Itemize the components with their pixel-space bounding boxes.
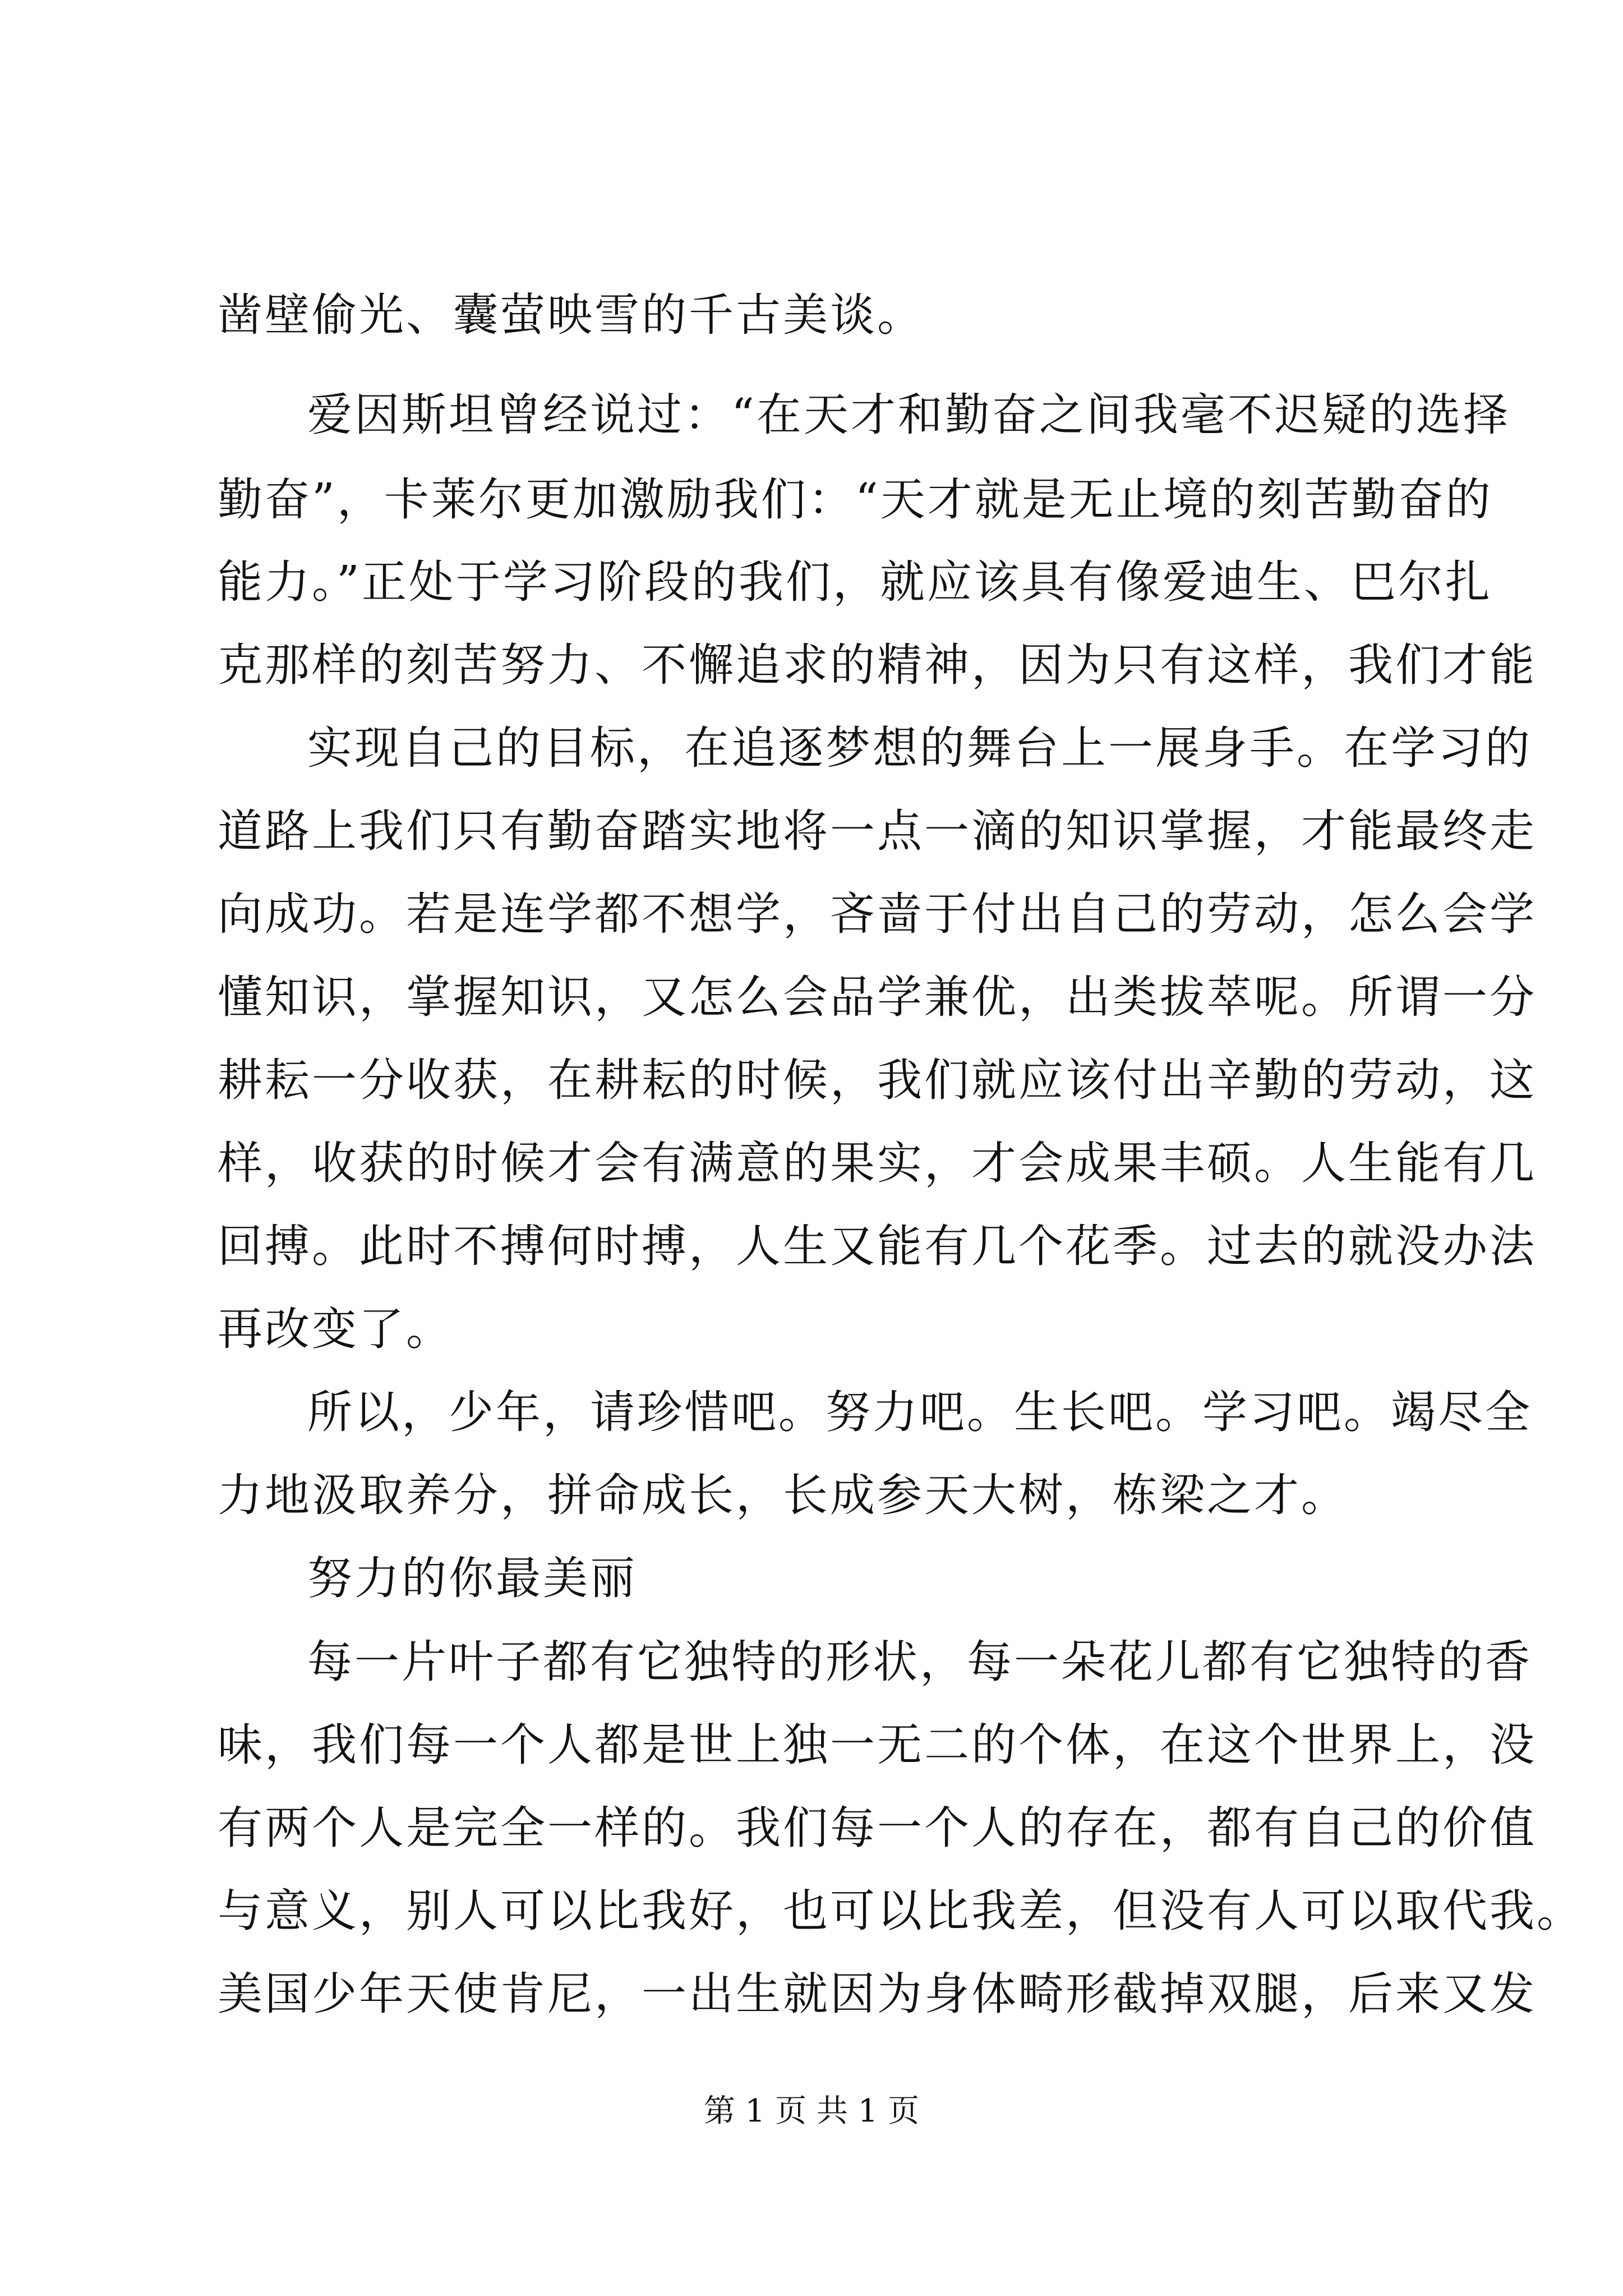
text-line-10: 耕耘一分收获，在耕耘的时候，我们就应该付出辛勤的劳动，这: [218, 1054, 1537, 1106]
text-line-14: 所以，少年，请珍惜吧。努力吧。生长吧。学习吧。竭尽全: [307, 1386, 1532, 1438]
text-line-18: 味，我们每一个人都是世上独一无二的个体，在这个世界上，没: [218, 1719, 1537, 1771]
text-line-1: 凿壁偷光、囊萤映雪的千古美谈。: [218, 289, 924, 341]
section-heading: 努力的你最美丽: [307, 1552, 637, 1604]
text-line-3: 勤奋”，卡莱尔更加激励我们：“天才就是无止境的刻苦勤奋的: [218, 473, 1493, 526]
text-line-13: 再改变了。: [218, 1303, 453, 1355]
text-line-11: 样，收获的时候才会有满意的果实，才会成果丰硕。人生能有几: [218, 1137, 1537, 1189]
text-line-7: 道路上我们只有勤奋踏实地将一点一滴的知识掌握，才能最终走: [218, 805, 1537, 857]
text-line-17: 每一片叶子都有它独特的形状，每一朵花儿都有它独特的香: [307, 1636, 1532, 1688]
text-line-9: 懂知识，掌握知识，又怎么会品学兼优，出类拔萃呢。所谓一分: [218, 971, 1537, 1023]
text-line-15: 力地汲取养分，拼命成长，长成参天大树，栋梁之才。: [218, 1469, 1348, 1521]
text-line-8: 向成功。若是连学都不想学，吝啬于付出自己的劳动，怎么会学: [218, 888, 1537, 940]
text-line-20: 与意义，别人可以比我好，也可以比我差，但没有人可以取代我。: [218, 1885, 1584, 1937]
text-line-4: 能力。”正处于学习阶段的我们，就应该具有像爱迪生、巴尔扎: [218, 556, 1492, 608]
text-line-19: 有两个人是完全一样的。我们每一个人的存在，都有自己的价值: [218, 1802, 1537, 1854]
text-line-21: 美国少年天使肯尼，一出生就因为身体畸形截掉双腿，后来又发: [218, 1968, 1537, 2020]
text-line-5: 克那样的刻苦努力、不懈追求的精神，因为只有这样，我们才能: [218, 639, 1537, 691]
text-line-2: 爱因斯坦曾经说过：“在天才和勤奋之间我毫不迟疑的选择: [307, 389, 1510, 441]
page-footer: 第 1 页 共 1 页: [703, 2093, 920, 2129]
text-line-12: 回搏。此时不搏何时搏，人生又能有几个花季。过去的就没办法: [218, 1220, 1537, 1272]
text-line-6: 实现自己的目标，在追逐梦想的舞台上一展身手。在学习的: [307, 722, 1532, 774]
